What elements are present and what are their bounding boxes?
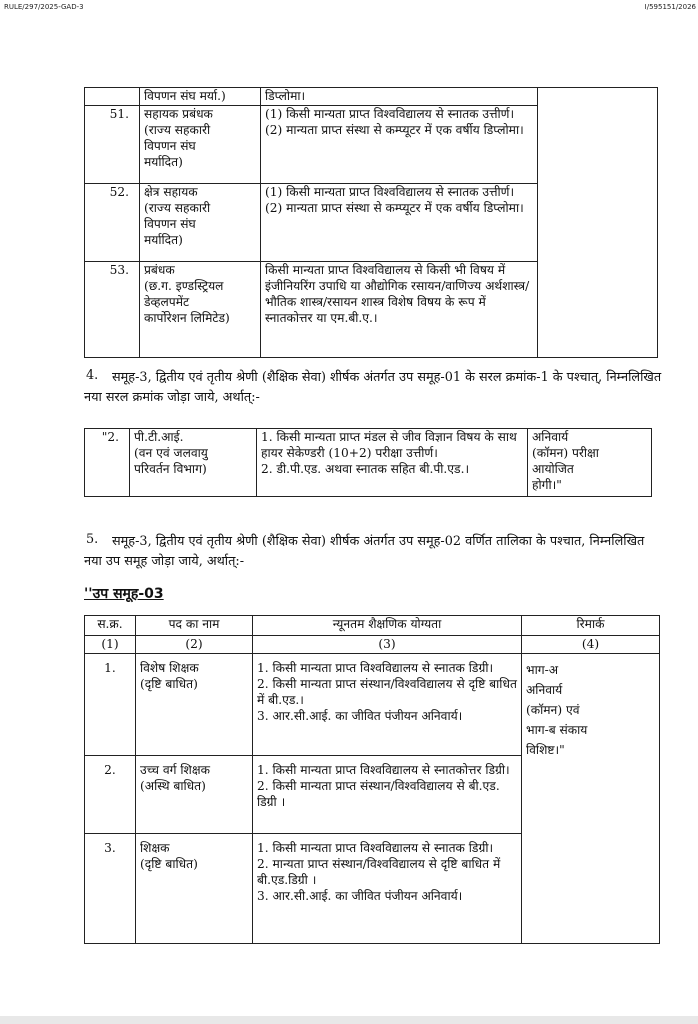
qualification-cell: 1. किसी मान्यता प्राप्त विश्वविद्यालय से स्नातक डिग्री। 2. किसी मान्यता प्राप्त संस्थान/विश्वविद्यालय से दृष्टि बाधित में बी.एड.। 3. आर.सी.आई. का जीवित पंजीयन अनिवार्य। <box>253 654 522 756</box>
col-number: (2) <box>136 636 253 654</box>
qualification-cell: 1. किसी मान्यता प्राप्त मंडल से जीव विज्ञान विषय के साथ हायर सेकेण्डरी (10+2) परीक्षा उत्तीर्ण। 2. डी.पी.एड. अथवा स्नातक सहित बी.पी.एड.। <box>257 429 528 497</box>
post-name-cell: विपणन संघ मर्या.) <box>140 88 261 106</box>
serial-cell: 1. <box>85 654 136 756</box>
page-bottom-edge <box>0 1016 698 1024</box>
serial-cell: 52. <box>85 184 140 262</box>
post-name-cell: सहायक प्रबंधक (राज्य सहकारी विपणन संघ मर्यादित) <box>140 106 261 184</box>
col-header-serial: स.क्र. <box>85 616 136 636</box>
post-name-cell: विशेष शिक्षक (दृष्टि बाधित) <box>136 654 253 756</box>
post-name-cell: पी.टी.आई. (वन एवं जलवायु परिवर्तन विभाग) <box>130 429 257 497</box>
pti-table <box>84 428 652 497</box>
qualification-cell: (1) किसी मान्यता प्राप्त विश्वविद्यालय से स्नातक उत्तीर्ण। (2) मान्यता प्राप्त संस्था से कम्प्यूटर में एक वर्षीय डिप्लोमा। <box>261 184 538 262</box>
serial-cell: 2. <box>85 756 136 834</box>
serial-cell <box>85 88 140 106</box>
serial-cell: "2. <box>85 429 130 497</box>
col-header-qualification: न्यूनतम शैक्षणिक योग्यता <box>253 616 522 636</box>
subgroup-title: ''उप समूह-03 <box>84 586 164 602</box>
serial-cell: 51. <box>85 106 140 184</box>
paragraph-number: 5. <box>86 532 99 547</box>
post-name-cell: शिक्षक (दृष्टि बाधित) <box>136 834 253 944</box>
header-doc-id: I/595151/2026 <box>644 3 696 11</box>
serial-cell: 3. <box>85 834 136 944</box>
remark-cell: अनिवार्य (कॉमन) परीक्षा आयोजित होगी।" <box>528 429 652 497</box>
posts-table-continued <box>84 87 658 358</box>
remark-cell <box>538 88 658 358</box>
post-name-cell: प्रबंधक (छ.ग. इण्डस्ट्रियल डेव्हलपमेंट कार्पोरेशन लिमिटेड) <box>140 262 261 358</box>
serial-cell: 53. <box>85 262 140 358</box>
paragraph-4-text: समूह-3, द्वितीय एवं तृतीय श्रेणी (शैक्षिक सेवा) शीर्षक अंतर्गत उप समूह-01 के सरल क्रमांक-1 के पश्चात्, निम्नलिखित नया सरल क्रमांक जोड़ा जाये, अर्थात्:- <box>84 370 662 405</box>
header-row <box>85 616 660 636</box>
paragraph-5-text: समूह-3, द्वितीय एवं तृतीय श्रेणी (शैक्षिक सेवा) शीर्षक अंतर्गत उप समूह-02 वर्णित तालिका के पश्चात, निम्नलिखित नया उप समूह जोड़ा जाये, अर्थात्:- <box>84 534 645 569</box>
col-header-remark: रिमार्क <box>522 616 660 636</box>
header-file-ref: RULE/297/2025-GAD-3 <box>4 3 84 11</box>
qualification-cell: डिप्लोमा। <box>261 88 538 106</box>
col-number: (3) <box>253 636 522 654</box>
col-number: (4) <box>522 636 660 654</box>
qualification-cell: किसी मान्यता प्राप्त विश्वविद्यालय से किसी भी विषय में इंजीनियरिंग उपाधि या औद्योगिक रसायन/वाणिज्य अर्थशास्त्र/भौतिक शास्त्र/रसायन शास्त्र विशेष विषय के रूप में स्नातकोत्तर या एम.बी.ए.। <box>261 262 538 358</box>
col-header-post: पद का नाम <box>136 616 253 636</box>
qualification-cell: 1. किसी मान्यता प्राप्त विश्वविद्यालय से स्नातक डिग्री। 2. मान्यता प्राप्त संस्थान/विश्वविद्यालय से दृष्टि बाधित में बी.एड.डिग्री । 3. आर.सी.आई. का जीवित पंजीयन अनिवार्य। <box>253 834 522 944</box>
subgroup-03-table <box>84 615 660 944</box>
post-name-cell: उच्च वर्ग शिक्षक (अस्थि बाधित) <box>136 756 253 834</box>
remark-cell: भाग-अ अनिवार्य (कॉमन) एवं भाग-ब संकाय विशिष्ट।" <box>522 654 660 944</box>
table-row <box>85 654 660 756</box>
column-number-row <box>85 636 660 654</box>
post-name-cell: क्षेत्र सहायक (राज्य सहकारी विपणन संघ मर्यादित) <box>140 184 261 262</box>
paragraph-number: 4. <box>86 368 99 383</box>
qualification-cell: (1) किसी मान्यता प्राप्त विश्वविद्यालय से स्नातक उत्तीर्ण। (2) मान्यता प्राप्त संस्था से कम्प्यूटर में एक वर्षीय डिप्लोमा। <box>261 106 538 184</box>
table-row <box>85 88 658 106</box>
qualification-cell: 1. किसी मान्यता प्राप्त विश्वविद्यालय से स्नातकोत्तर डिग्री। 2. किसी मान्यता प्राप्त संस्थान/विश्वविद्यालय से बी.एड. डिग्री । <box>253 756 522 834</box>
col-number: (1) <box>85 636 136 654</box>
table-row <box>85 429 652 497</box>
